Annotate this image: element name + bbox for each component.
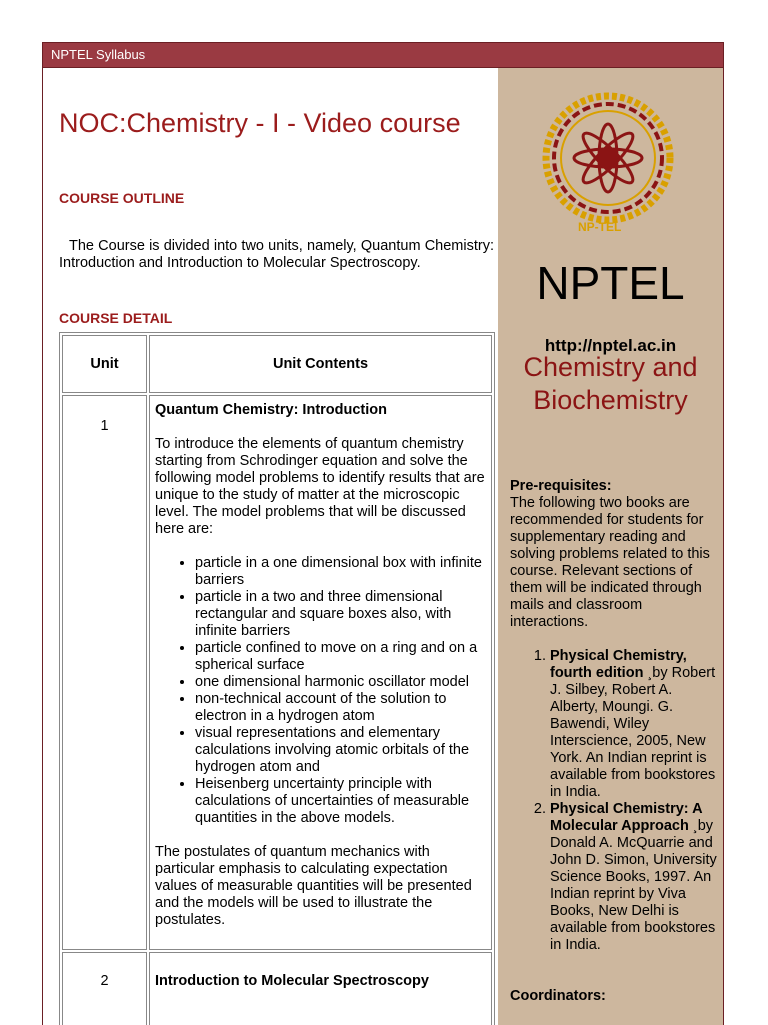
prereq-heading: Pre-requisites:: [510, 478, 612, 494]
top-bar: [43, 43, 723, 68]
header-unit: Unit: [62, 335, 147, 393]
unit-contents: [149, 395, 492, 950]
unit-number: 2: [62, 952, 147, 1025]
sidebar: [498, 68, 723, 1025]
page-frame: [42, 42, 724, 1025]
unit-title: Quantum Chemistry: Introduction: [155, 402, 387, 418]
model-problem-list: [155, 555, 487, 827]
logo-label: NP-TEL: [578, 220, 622, 234]
list-item: • particle in a one dimensional box with infinite barriers: [195, 555, 487, 589]
unit-outro: The postulates of quantum mechanics with particular emphasis to calculating expectation values of measurable quantities will be presented and the models will be used to illustrate the postulates.: [155, 844, 472, 928]
table-row: [62, 952, 492, 1025]
list-item: • visual representations and elementary calculations involving atomic orbitals of the hydrogen atom and: [195, 725, 487, 776]
list-item: • one dimensional harmonic oscillator model: [195, 674, 487, 691]
unit-contents: [149, 952, 492, 1025]
list-item: • particle confined to move on a ring and on a spherical surface: [195, 640, 487, 674]
prereq-text: The following two books are recommended for students for supplementary reading and solving problems related to this course. Relevant sections of them will be indicated through mails and classroom interactions.: [510, 495, 710, 630]
table-row: [62, 395, 492, 950]
detail-heading: COURSE DETAIL: [59, 310, 173, 326]
unit-intro: To introduce the elements of quantum chemistry starting from Schrodinger equation and solve the following model problems to identify results that are unique to the study of matter at the microscopic level. The model problems that will be discussed here are:: [155, 436, 485, 537]
brand-name: NPTEL: [536, 257, 685, 309]
list-item: [550, 801, 720, 954]
top-bar-label: NPTEL Syllabus: [51, 47, 146, 62]
site-url[interactable]: http://nptel.ac.in: [544, 336, 677, 355]
book-detail: ¸by Donald A. McQuarrie and John D. Simon, University Science Books, 1997. An Indian reprint by Viva Books, New Delhi is available from bookstores in India.: [550, 818, 717, 953]
unit-title: Introduction to Molecular Spectroscopy: [155, 973, 429, 989]
book-detail: ¸by Robert J. Silbey, Robert A. Alberty, Moungi. G. Bawendi, Wiley Interscience, 2005, New York. An Indian reprint is available from bookstores in India.: [550, 665, 716, 800]
department-name: Chemistry and Biochemistry: [523, 352, 698, 415]
course-detail-table: [59, 332, 495, 1025]
coordinators-heading: Coordinators:: [510, 988, 606, 1004]
prerequisites-section: [510, 478, 720, 1005]
nptel-logo-icon: [538, 86, 678, 236]
list-item: • Heisenberg uncertainty principle with calculations of uncertainties of measurable quantities in the above models.: [195, 776, 487, 827]
book-list: [510, 648, 720, 954]
table-header-row: [62, 335, 492, 393]
outline-text: The Course is divided into two units, namely, Quantum Chemistry: Introduction and Introduction to Molecular Spectroscopy.: [59, 238, 494, 271]
book-title: Physical Chemistry, fourth edition: [550, 648, 687, 681]
outline-heading: COURSE OUTLINE: [59, 190, 185, 206]
list-item: • particle in a two and three dimensional rectangular and square boxes also, with infinite barriers: [195, 589, 487, 640]
list-item: • non-technical account of the solution to electron in a hydrogen atom: [195, 691, 487, 725]
page-title: NOC:Chemistry - I - Video course: [59, 108, 461, 138]
unit-number: 1: [62, 395, 147, 950]
book-title: Physical Chemistry: A Molecular Approach: [550, 801, 703, 834]
header-unit-contents: Unit Contents: [149, 335, 492, 393]
main-column: [43, 68, 498, 1025]
list-item: [550, 648, 720, 801]
